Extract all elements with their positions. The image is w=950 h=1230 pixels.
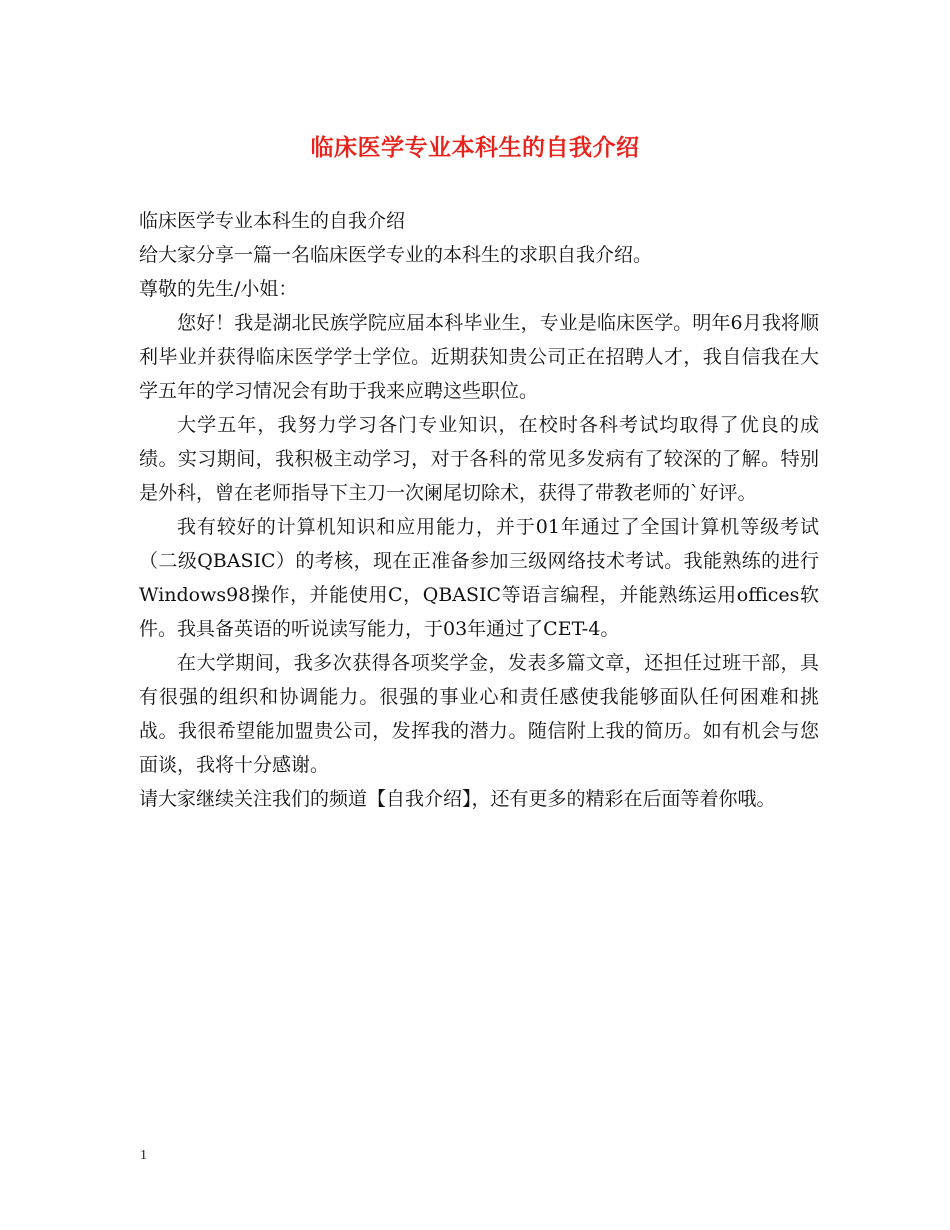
paragraph-3: 我有较好的计算机知识和应用能力，并于01年通过了全国计算机等级考试（二级QBASIC）的考核，现在正准备参加三级网络技术考试。我能熟练的进行Windows98操作，并能使用C，QBASIC等语言编程，并能熟练运用offices软件。我具备英语的听说读写能力，于03年通过了CET-4。 bbox=[139, 516, 819, 640]
salutation-line: 尊敬的先生/小姐： bbox=[139, 278, 298, 300]
paragraph-4: 在大学期间，我多次获得各项奖学金，发表多篇文章，还担任过班干部，具有很强的组织和协调能力。很强的事业心和责任感使我能够面队任何困难和挑战。我很希望能加盟贵公司，发挥我的潜力。随信附上我的简历。如有机会与您面谈，我将十分感谢。 bbox=[139, 652, 819, 776]
paragraph-1: 您好！我是湖北民族学院应届本科毕业生，专业是临床医学。明年6月我将顺利毕业并获得临床医学学士学位。近期获知贵公司正在招聘人才，我自信我在大学五年的学习情况会有助于我来应聘这些职位。 bbox=[139, 312, 819, 402]
intro-line: 给大家分享一篇一名临床医学专业的本科生的求职自我介绍。 bbox=[139, 244, 653, 266]
document-body bbox=[139, 204, 819, 816]
paragraph-2: 大学五年，我努力学习各门专业知识，在校时各科考试均取得了优良的成绩。实习期间，我积极主动学习，对于各科的常见多发病有了较深的了解。特别是外科，曾在老师指导下主刀一次阑尾切除术，获得了带教老师的`好评。 bbox=[139, 414, 819, 504]
page-number: 1 bbox=[140, 1148, 147, 1163]
closing-line: 请大家继续关注我们的频道【自我介绍】，还有更多的精彩在后面等着你哦。 bbox=[139, 788, 776, 810]
subtitle-line: 临床医学专业本科生的自我介绍 bbox=[139, 210, 406, 232]
document-title: 临床医学专业本科生的自我介绍 bbox=[310, 135, 640, 161]
